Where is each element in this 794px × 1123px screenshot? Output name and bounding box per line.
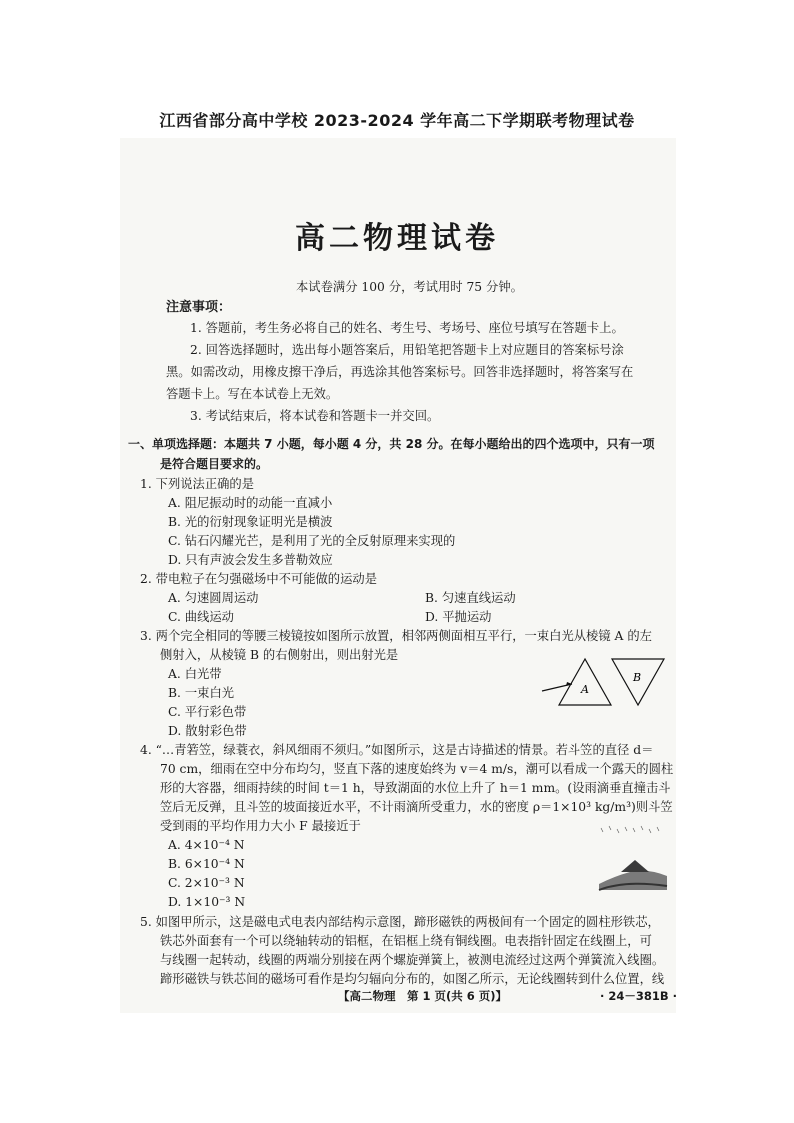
prism-label-a: A [581, 683, 589, 696]
score-info: 本试卷满分 100 分，考试用时 75 分钟。 [296, 280, 523, 294]
section-heading: 一、单项选择题：本题共 7 小题，每小题 4 分，共 28 分。在每小题给出的四个选项中，只有一项 [128, 437, 655, 451]
hat-icon [621, 860, 649, 872]
notice-item: 答题卡上。写在本试卷上无效。 [166, 387, 339, 401]
option: C. 钻石闪耀光芒，是利用了光的全反射原理来实现的 [168, 534, 456, 548]
rain-hat-illustration [595, 820, 670, 895]
question-stem: 1. 下列说法正确的是 [140, 477, 255, 491]
option: D. 散射彩色带 [168, 724, 247, 738]
question-stem: 2. 带电粒子在匀强磁场中不可能做的运动是 [140, 572, 377, 586]
option: C. 平行彩色带 [168, 705, 247, 719]
option: B. 一束白光 [168, 686, 235, 700]
option: A. 匀速圆周运动 [168, 591, 259, 605]
option: D. 平抛运动 [425, 610, 492, 624]
prism-diagram [540, 655, 670, 710]
option: A. 白光带 [168, 667, 222, 681]
prism-label-b: B [633, 671, 642, 684]
notice-item: 3. 考试结束后，将本试卷和答题卡一并交回。 [190, 409, 440, 423]
option: A. 阻尼振动时的动能一直减小 [168, 496, 333, 510]
question-stem: 侧射入，从棱镜 B 的右侧射出，则出射光是 [160, 648, 399, 662]
option: C. 2×10⁻³ N [168, 876, 245, 890]
question-stem: 5. 如图甲所示，这是磁电式电表内部结构示意图，蹄形磁铁的两极间有一个固定的圆柱形铁芯， [140, 915, 660, 929]
option: D. 只有声波会发生多普勒效应 [168, 553, 333, 567]
page-footer: 【高二物理 第 1 页(共 6 页)】 [338, 989, 508, 1003]
option: A. 4×10⁻⁴ N [168, 838, 245, 852]
option: B. 匀速直线运动 [425, 591, 516, 605]
option: B. 光的衍射现象证明光是横波 [168, 515, 333, 529]
question-stem: 3. 两个完全相同的等腰三棱镜按如图所示放置，相邻两侧面相互平行，一束白光从棱镜 A 的左 [140, 629, 652, 643]
question-stem: 铁芯外面套有一个可以绕轴转动的铝框，在铝框上绕有铜线圈。电表指针固定在线圈上，可 [160, 934, 652, 948]
exam-title: 高二物理试卷 [295, 221, 499, 256]
question-stem: 受到雨的平均作用力大小 F 最接近于 [160, 819, 361, 833]
question-stem: 与线圈一起转动，线圈的两端分别接在两个螺旋弹簧上，被测电流经过这两个弹簧流入线圈。 [160, 953, 665, 967]
prism-a [559, 659, 611, 705]
question-stem: 4. “…青箬笠，绿蓑衣，斜风细雨不须归。”如图所示，这是古诗描述的情景。若斗笠的直径 d＝ [140, 743, 654, 757]
question-stem: 70 cm，细雨在空中分布均匀，竖直下落的速度始终为 v＝4 m/s，潮可以看成一个露天的圆柱 [160, 762, 674, 776]
notice-item: 1. 答题前，考生务必将自己的姓名、考生号、考场号、座位号填写在答题卡上。 [190, 321, 624, 335]
option: C. 曲线运动 [168, 610, 234, 624]
question-stem: 蹄形磁铁与铁芯间的磁场可看作是均匀辐向分布的，如图乙所示，无论线圈转到什么位置，线 [160, 972, 665, 986]
notice-item: 2. 回答选择题时，选出每小题答案后，用铅笔把答题卡上对应题目的答案标号涂 [190, 343, 624, 357]
section-heading: 是符合题目要求的。 [160, 457, 269, 471]
notice-item: 黑。如需改动，用橡皮擦干净后，再选涂其他答案标号。回答非选择题时，将答案写在 [166, 365, 634, 379]
option: D. 1×10⁻³ N [168, 895, 246, 909]
notice-heading: 注意事项： [166, 300, 232, 315]
page-code: · 24－381B · [600, 989, 678, 1003]
document-header: 江西省部分高中学校 2023-2024 学年高二下学期联考物理试卷 [159, 111, 635, 130]
question-stem: 笠后无反弹，且斗笠的坡面接近水平，不计雨滴所受重力，水的密度 ρ＝1×10³ kg/m³)则斗笠 [160, 800, 673, 814]
option: B. 6×10⁻⁴ N [168, 857, 245, 871]
question-stem: 形的大容器，细雨持续的时间 t＝1 h，导致湖面的水位上升了 h＝1 mm。(设雨滴垂直撞击斗 [160, 781, 671, 795]
